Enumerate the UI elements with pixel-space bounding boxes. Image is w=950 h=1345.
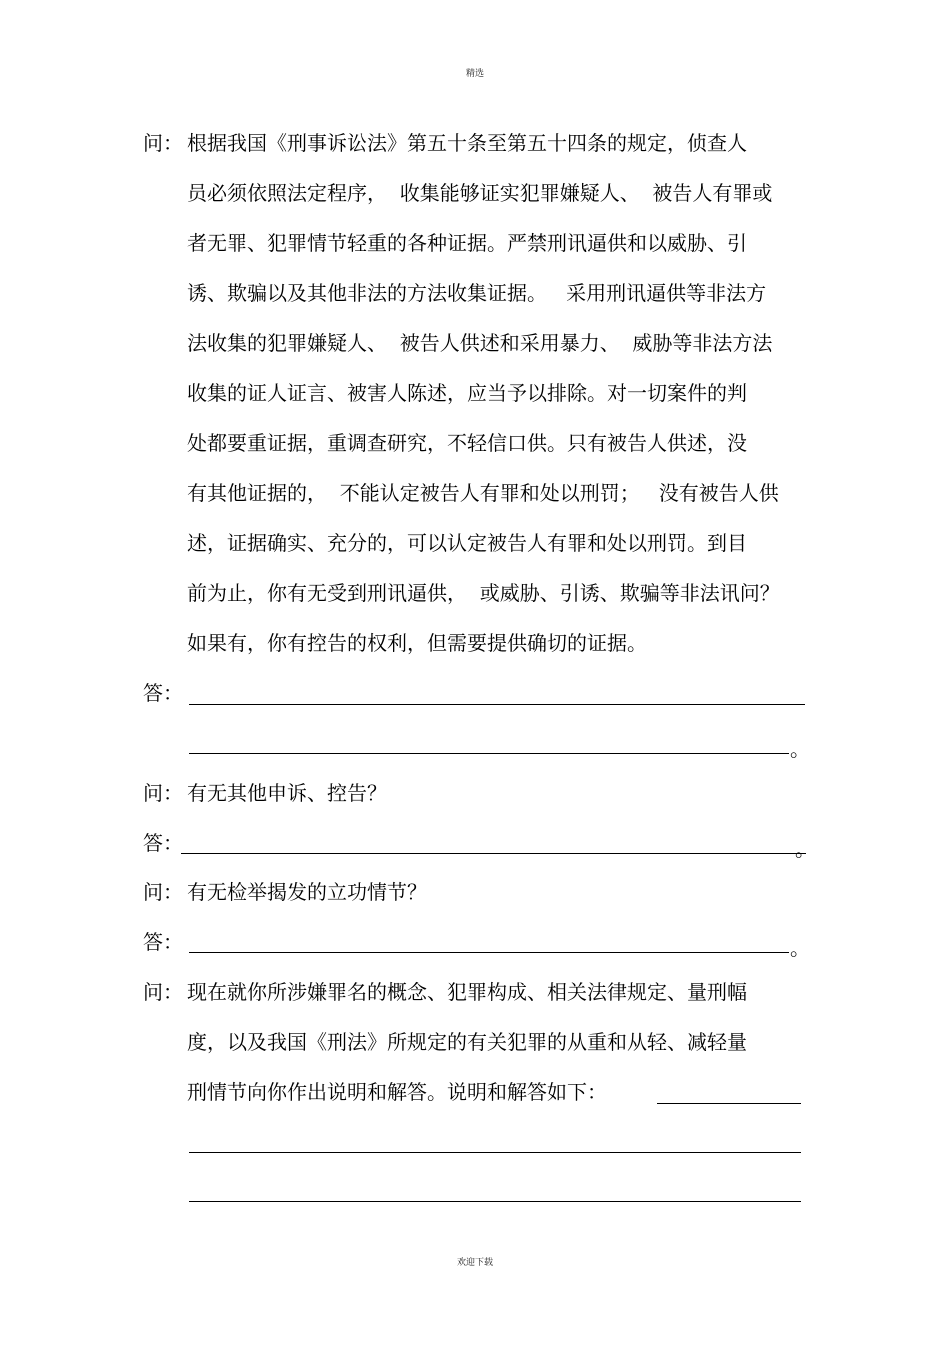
question-line: 法收集的犯罪嫌疑人、 被告人供述和采用暴力、 威胁等非法方法 xyxy=(187,331,773,355)
answer-period: 。 xyxy=(790,737,810,761)
question-label: 问： xyxy=(143,880,183,904)
question-line: 述，证据确实、充分的，可以认定被告人有罪和处以刑罚。到目 xyxy=(187,531,747,555)
answer-label: 答： xyxy=(143,681,183,705)
answer-line[interactable] xyxy=(189,753,789,754)
question-line: 根据我国《刑事诉讼法》第五十条至第五十四条的规定，侦查人 xyxy=(187,131,747,155)
question-line: 处都要重证据，重调查研究，不轻信口供。只有被告人供述，没 xyxy=(187,431,747,455)
answer-line[interactable] xyxy=(657,1103,801,1104)
answer-line[interactable] xyxy=(189,1201,801,1202)
question-line: 诱、欺骗以及其他非法的方法收集证据。 采用刑讯逼供等非法方 xyxy=(187,281,767,305)
question-line: 收集的证人证言、被害人陈述，应当予以排除。对一切案件的判 xyxy=(187,381,747,405)
answer-period: 。 xyxy=(790,936,810,960)
answer-line[interactable] xyxy=(189,1152,801,1153)
answer-line[interactable] xyxy=(181,853,806,854)
answer-line[interactable] xyxy=(189,952,789,953)
question-line: 前为止，你有无受到刑讯逼供， 或威胁、引诱、欺骗等非法讯问？ xyxy=(187,581,780,605)
question-2-text: 有无其他申诉、控告？ xyxy=(187,781,387,805)
answer-label: 答： xyxy=(143,831,183,855)
question-line: 员必须依照法定程序， 收集能够证实犯罪嫌疑人、 被告人有罪或 xyxy=(187,181,773,205)
question-line: 度，以及我国《刑法》所规定的有关犯罪的从重和从轻、减轻量 xyxy=(187,1030,747,1054)
question-line: 刑情节向你作出说明和解答。说明和解答如下： xyxy=(187,1080,607,1104)
page-header: 精选 xyxy=(465,69,484,79)
answer-period: 。 xyxy=(795,837,815,861)
question-label: 问： xyxy=(143,131,183,155)
question-line: 现在就你所涉嫌罪名的概念、犯罪构成、相关法律规定、量刑幅 xyxy=(187,980,747,1004)
question-label: 问： xyxy=(143,781,183,805)
question-line: 有其他证据的， 不能认定被告人有罪和处以刑罚； 没有被告人供 xyxy=(187,481,779,505)
question-line: 者无罪、犯罪情节轻重的各种证据。严禁刑讯逼供和以威胁、引 xyxy=(187,231,747,255)
question-line: 如果有，你有控告的权利，但需要提供确切的证据。 xyxy=(187,631,647,655)
answer-label: 答： xyxy=(143,930,183,954)
question-label: 问： xyxy=(143,980,183,1004)
answer-line[interactable] xyxy=(189,704,805,705)
question-3-text: 有无检举揭发的立功情节？ xyxy=(187,880,427,904)
page-footer: 欢迎下载 xyxy=(456,1258,493,1268)
